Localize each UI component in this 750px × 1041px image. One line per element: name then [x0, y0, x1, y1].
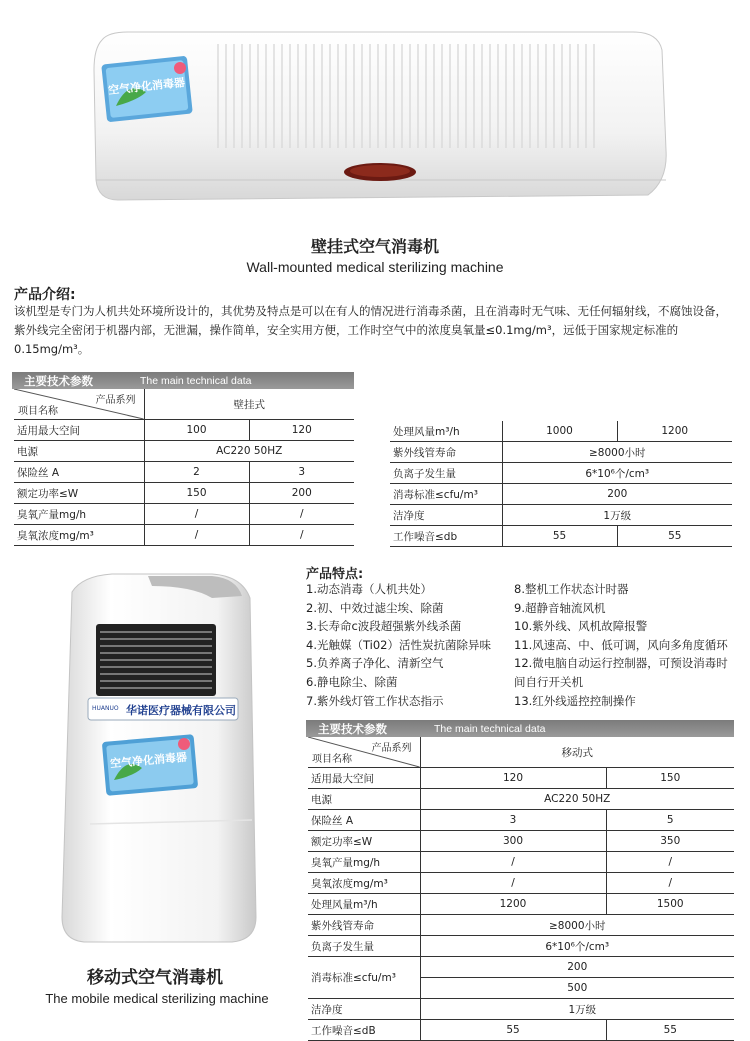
row-value: 3 — [420, 810, 606, 831]
row-label: 消毒标准≤cfu/m³ — [390, 484, 502, 505]
wall-spec-table-left — [14, 389, 354, 546]
table-header-row — [14, 389, 354, 420]
row-label: 适用最大空间 — [14, 420, 144, 441]
table-row — [14, 441, 354, 462]
row-label: 适用最大空间 — [308, 768, 420, 789]
table-header-row — [308, 737, 734, 768]
row-value: 55 — [420, 1020, 606, 1041]
table-header-diagonal-cell — [308, 737, 420, 768]
row-value: AC220 50HZ — [144, 441, 354, 462]
wall-unit-logo-text: 空气净化消毒器 — [107, 76, 186, 97]
wall-product-title-en: Wall-mounted medical sterilizing machine — [246, 259, 504, 275]
row-label: 紫外线管寿命 — [308, 915, 420, 936]
row-value: 350 — [606, 831, 734, 852]
row-label: 臭氧浓度mg/m³ — [308, 873, 420, 894]
header-series-label: 产品系列 — [371, 743, 412, 754]
row-value: / — [144, 525, 249, 546]
table-row — [308, 915, 734, 936]
row-label: 处理风量m³/h — [308, 894, 420, 915]
list-item: 7.紫外线灯管工作状态指示 — [306, 693, 444, 708]
row-value: 200 — [420, 957, 734, 978]
row-value: 6*10⁶个/cm³ — [502, 463, 732, 484]
table-header-diagonal-cell — [14, 389, 144, 420]
wall-spec-table-right — [390, 421, 732, 547]
list-item: 5.负养离子净化、清新空气 — [306, 656, 444, 671]
row-label: 处理风量m³/h — [390, 421, 502, 442]
mobile-spec-bar — [306, 720, 734, 737]
table-row — [390, 421, 732, 442]
row-label: 额定功率≤W — [308, 831, 420, 852]
list-item: 1.动态消毒（人机共处） — [306, 582, 432, 596]
table-row — [14, 420, 354, 441]
mobile-unit-image — [52, 572, 262, 947]
row-value: 5 — [606, 810, 734, 831]
row-value: 120 — [420, 768, 606, 789]
row-value: 200 — [502, 484, 732, 505]
row-label: 电源 — [14, 441, 144, 462]
model-name: 移动式 — [420, 737, 734, 768]
row-value: 150 — [606, 768, 734, 789]
list-item: 3.长寿命c波段超强紫外线杀菌 — [306, 619, 462, 634]
table-row — [308, 999, 734, 1020]
header-series-label: 产品系列 — [95, 395, 136, 406]
row-value: 55 — [617, 526, 732, 547]
table-row — [14, 525, 354, 546]
row-label: 额定功率≤W — [14, 483, 144, 504]
row-label: 保险丝 A — [308, 810, 420, 831]
features-list-right — [514, 580, 746, 710]
spec-bar-title-cn: 主要技术参数 — [24, 373, 93, 388]
table-row — [390, 526, 732, 547]
intro-title: 产品介绍: — [14, 287, 76, 303]
row-label: 负离子发生量 — [390, 463, 502, 484]
row-label: 紫外线管寿命 — [390, 442, 502, 463]
features-title: 产品特点: — [306, 567, 364, 582]
list-item: 11.风速高、中、低可调，风向多角度循环 — [514, 637, 728, 652]
list-item: 6.静电除尘、除菌 — [306, 674, 398, 689]
list-item: 13.红外线遥控控制操作 — [514, 693, 636, 708]
table-row — [308, 768, 734, 789]
mobile-unit-logo-text: 空气净化消毒器 — [109, 750, 188, 771]
row-value: / — [249, 504, 354, 525]
row-value: 1500 — [606, 894, 734, 915]
table-row — [308, 852, 734, 873]
model-name: 壁挂式 — [144, 389, 354, 420]
row-value: 120 — [249, 420, 354, 441]
row-value: 1200 — [617, 421, 732, 442]
mobile-unit-company-label: 华诺医疗器械有限公司 — [126, 704, 236, 717]
row-label: 臭氧产量mg/h — [308, 852, 420, 873]
row-label: 工作噪音≤db — [390, 526, 502, 547]
row-label: 保险丝 A — [14, 462, 144, 483]
row-value: AC220 50HZ — [420, 789, 734, 810]
mobile-spec-table — [308, 737, 734, 1041]
row-value: 150 — [144, 483, 249, 504]
table-row — [308, 1020, 734, 1041]
row-label: 臭氧产量mg/h — [14, 504, 144, 525]
list-item: 9.超静音轴流风机 — [514, 600, 606, 615]
list-item: 间自行开关机 — [514, 674, 583, 689]
spec-bar-title-en: The main technical data — [140, 374, 252, 387]
table-row — [390, 463, 732, 484]
list-item: 2.初、中效过滤尘埃、除菌 — [306, 600, 444, 615]
row-value: 200 — [249, 483, 354, 504]
spec-bar-title-cn: 主要技术参数 — [318, 721, 387, 736]
row-value: 3 — [249, 462, 354, 483]
row-value: 100 — [144, 420, 249, 441]
row-label: 消毒标准≤cfu/m³ — [308, 957, 420, 999]
spec-bar-title-en: The main technical data — [434, 722, 546, 735]
intro-text: 该机型是专门为人机共处环境所设计的，其优势及特点是可以在有人的情况进行消毒杀菌，且在消毒时无气味、无任何辐射线，不腐蚀设备，紫外线完全密闭于机器内部，无泄漏，操作简单，安全实用方便，工作时空气中的浓度臭氧量≤0.1mg/m³，远低于国家规定标准的0.15mg/m³。 — [14, 304, 727, 356]
row-value: / — [420, 852, 606, 873]
row-value: / — [420, 873, 606, 894]
mobile-product-title-cn: 移动式空气消毒机 — [87, 968, 223, 988]
row-label: 臭氧浓度mg/m³ — [14, 525, 144, 546]
row-value: 1万级 — [502, 505, 732, 526]
row-value: / — [606, 873, 734, 894]
list-item: 4.光触媒（Ti02）活性炭抗菌除异味 — [306, 637, 491, 652]
row-value: 2 — [144, 462, 249, 483]
row-label: 负离子发生量 — [308, 936, 420, 957]
row-value: ≥8000小时 — [502, 442, 732, 463]
row-value: / — [249, 525, 354, 546]
table-row — [308, 873, 734, 894]
list-item: 12.微电脑自动运行控制器，可预设消毒时 — [514, 656, 728, 671]
table-row — [308, 831, 734, 852]
row-value: 55 — [606, 1020, 734, 1041]
row-value: / — [144, 504, 249, 525]
row-label: 洁净度 — [390, 505, 502, 526]
header-item-label: 项目名称 — [18, 406, 58, 417]
row-label: 洁净度 — [308, 999, 420, 1020]
table-row — [390, 484, 732, 505]
list-item: 8.整机工作状态计时器 — [514, 582, 629, 596]
wall-product-title-cn: 壁挂式空气消毒机 — [310, 237, 439, 256]
row-value: 55 — [502, 526, 617, 547]
row-value: ≥8000小时 — [420, 915, 734, 936]
table-row — [390, 505, 732, 526]
table-row — [308, 810, 734, 831]
table-row — [14, 462, 354, 483]
mobile-unit-company-logo: HUANUO — [92, 705, 119, 712]
table-row — [14, 504, 354, 525]
wall-unit-image — [88, 30, 670, 210]
mobile-product-title-en: The mobile medical sterilizing machine — [45, 991, 269, 1006]
row-value: 1200 — [420, 894, 606, 915]
list-item: 10.紫外线、风机故障报警 — [514, 619, 648, 634]
row-value: / — [606, 852, 734, 873]
row-value: 1万级 — [420, 999, 734, 1020]
header-item-label: 项目名称 — [312, 754, 352, 765]
table-row — [308, 894, 734, 915]
row-label: 电源 — [308, 789, 420, 810]
row-value: 500 — [420, 978, 734, 999]
row-value: 1000 — [502, 421, 617, 442]
table-row — [308, 789, 734, 810]
row-value: 6*10⁶个/cm³ — [420, 936, 734, 957]
table-row — [14, 483, 354, 504]
table-row — [308, 957, 734, 978]
table-row — [308, 936, 734, 957]
wall-spec-bar — [12, 372, 354, 389]
row-label: 工作噪音≤dB — [308, 1020, 420, 1041]
row-value: 300 — [420, 831, 606, 852]
features-list-left — [306, 580, 511, 710]
table-row — [390, 442, 732, 463]
